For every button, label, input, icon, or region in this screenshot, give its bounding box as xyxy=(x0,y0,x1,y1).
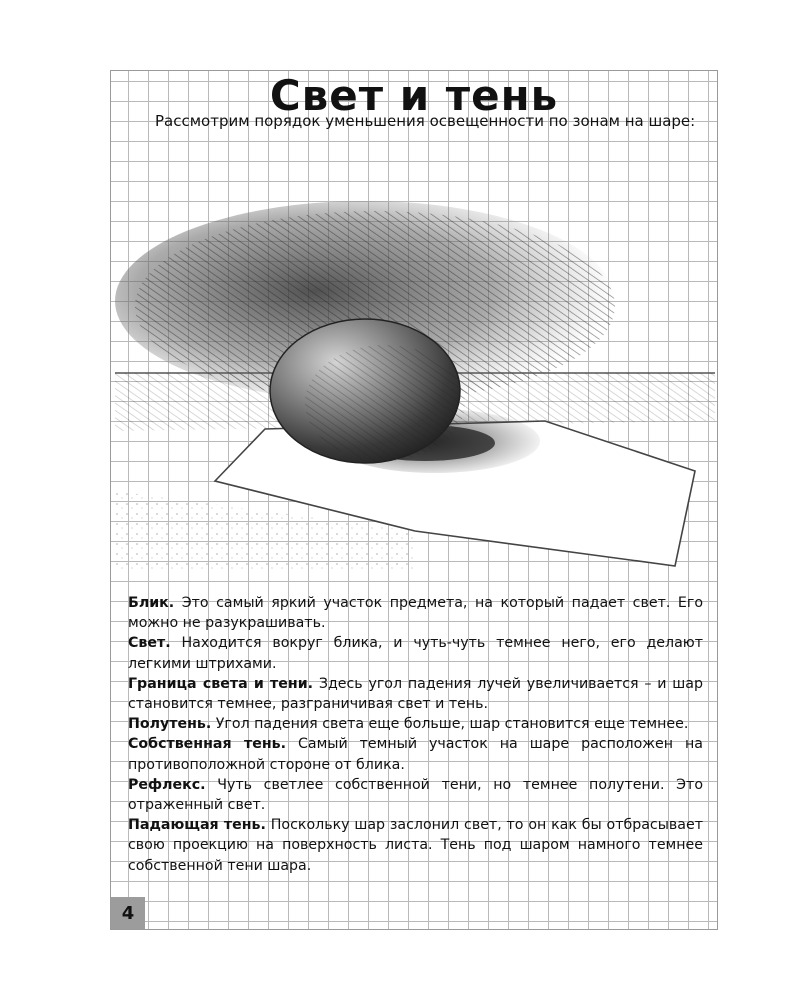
page-title: Свет и тень xyxy=(269,71,559,120)
sphere-hatching xyxy=(305,345,465,461)
definition-reflected-light: Чуть светлее собственной тени, но темнее полутени. Это отраженный свет. xyxy=(128,776,703,814)
term-light: Свет. xyxy=(128,635,171,652)
term-terminator: Граница света и тени. xyxy=(128,675,314,692)
definitions-text xyxy=(128,593,703,876)
term-halftone: Полутень. xyxy=(128,716,212,733)
term-cast-shadow: Падающая тень. xyxy=(128,817,266,834)
page-subtitle: Рассмотрим порядок уменьшения освещенности по зонам на шаре: xyxy=(155,112,696,130)
definition-highlight: Это самый яркий участок предмета, на который падает свет. Его можно не разукрашивать. xyxy=(128,595,703,632)
paragraph-halftone xyxy=(128,714,703,734)
page-number: 4 xyxy=(111,897,145,929)
definition-halftone: Угол падения света еще больше, шар становится еще темнее. xyxy=(211,716,689,733)
definition-core-shadow: Самый темный участок на шаре расположен на противоположной стороне от блика. xyxy=(128,736,703,773)
paragraph-terminator xyxy=(128,674,703,714)
definition-terminator: Здесь угол падения лучей увеличивается – и шар становится темнее, разграничивая свет и тень. xyxy=(128,675,703,713)
term-core-shadow: Собственная тень. xyxy=(128,736,286,753)
definition-cast-shadow: Поскольку шар заслонил свет, то он как бы отбрасывает свою проекцию на поверхность листа. Тень под шаром намного темнее собственной тени шара. xyxy=(128,817,703,874)
term-highlight: Блик. xyxy=(128,595,175,611)
sphere-drawing xyxy=(115,191,715,571)
paragraph-highlight xyxy=(128,593,703,633)
paragraph-light xyxy=(128,633,703,673)
paragraph-reflected-light xyxy=(128,775,703,815)
grid-page xyxy=(110,70,718,930)
term-reflected-light: Рефлекс. xyxy=(128,776,206,793)
paragraph-cast-shadow xyxy=(128,815,703,876)
paragraph-core-shadow xyxy=(128,734,703,774)
definition-light: Находится вокруг блика, и чуть-чуть темнее него, его делают легкими штрихами. xyxy=(128,635,703,672)
